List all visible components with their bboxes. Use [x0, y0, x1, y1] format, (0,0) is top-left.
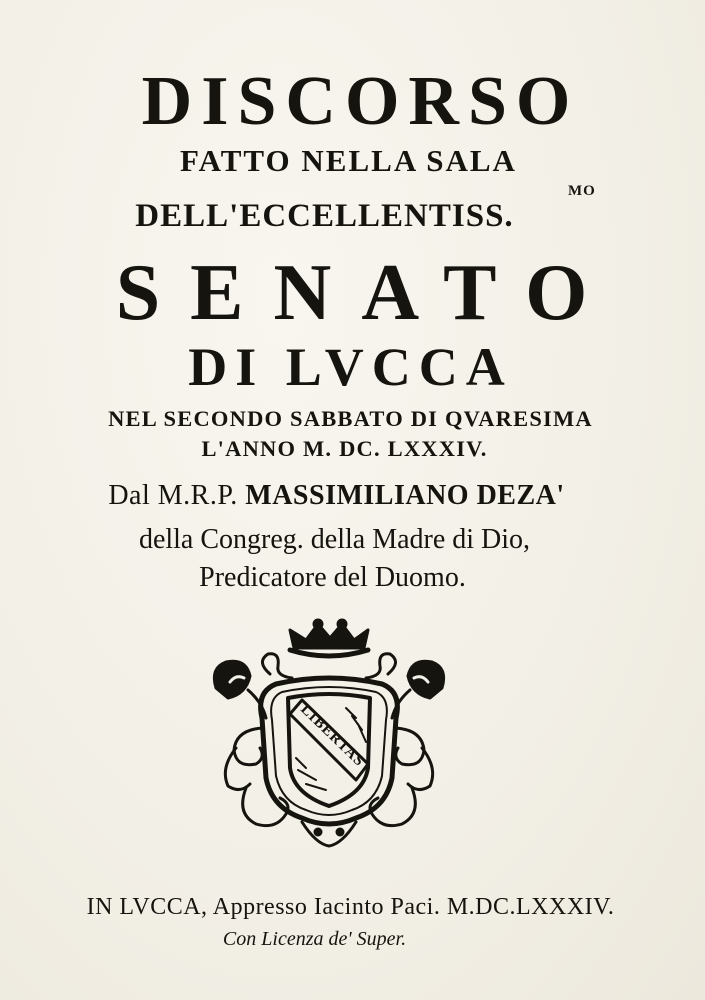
- author-prefix: Dal M.R.P.: [108, 480, 238, 511]
- coat-of-arms-icon: [206, 618, 452, 850]
- year-line: L'ANNO M. DC. LXXXIV.: [201, 436, 488, 461]
- imprint-line: IN LVCCA, Appresso Iacinto Paci. M.DC.LXXXIV.: [86, 894, 615, 920]
- title-senato: SENATO: [115, 249, 618, 337]
- license-line: Con Licenza de' Super.: [222, 928, 407, 950]
- title-discorso: DISCORSO: [141, 63, 580, 140]
- title-di-lucca: DI LVCCA: [188, 337, 513, 397]
- subtitle-eccellentiss: DELL'ECCELLENTISS.: [135, 198, 514, 234]
- emblem-motto: LIBERTAS: [297, 701, 368, 771]
- superscript-mo: MO: [568, 183, 596, 199]
- affiliation-line: della Congreg. della Madre di Dio,: [138, 524, 531, 555]
- subtitle-fatto-nella-sala: FATTO NELLA SALA: [180, 143, 517, 178]
- author-name: MASSIMILIANO DEZA': [245, 480, 565, 511]
- occasion-line: NEL SECONDO SABBATO DI QVARESIMA: [108, 406, 593, 431]
- author-line: [0, 480, 689, 512]
- role-line: Predicatore del Duomo.: [199, 562, 466, 593]
